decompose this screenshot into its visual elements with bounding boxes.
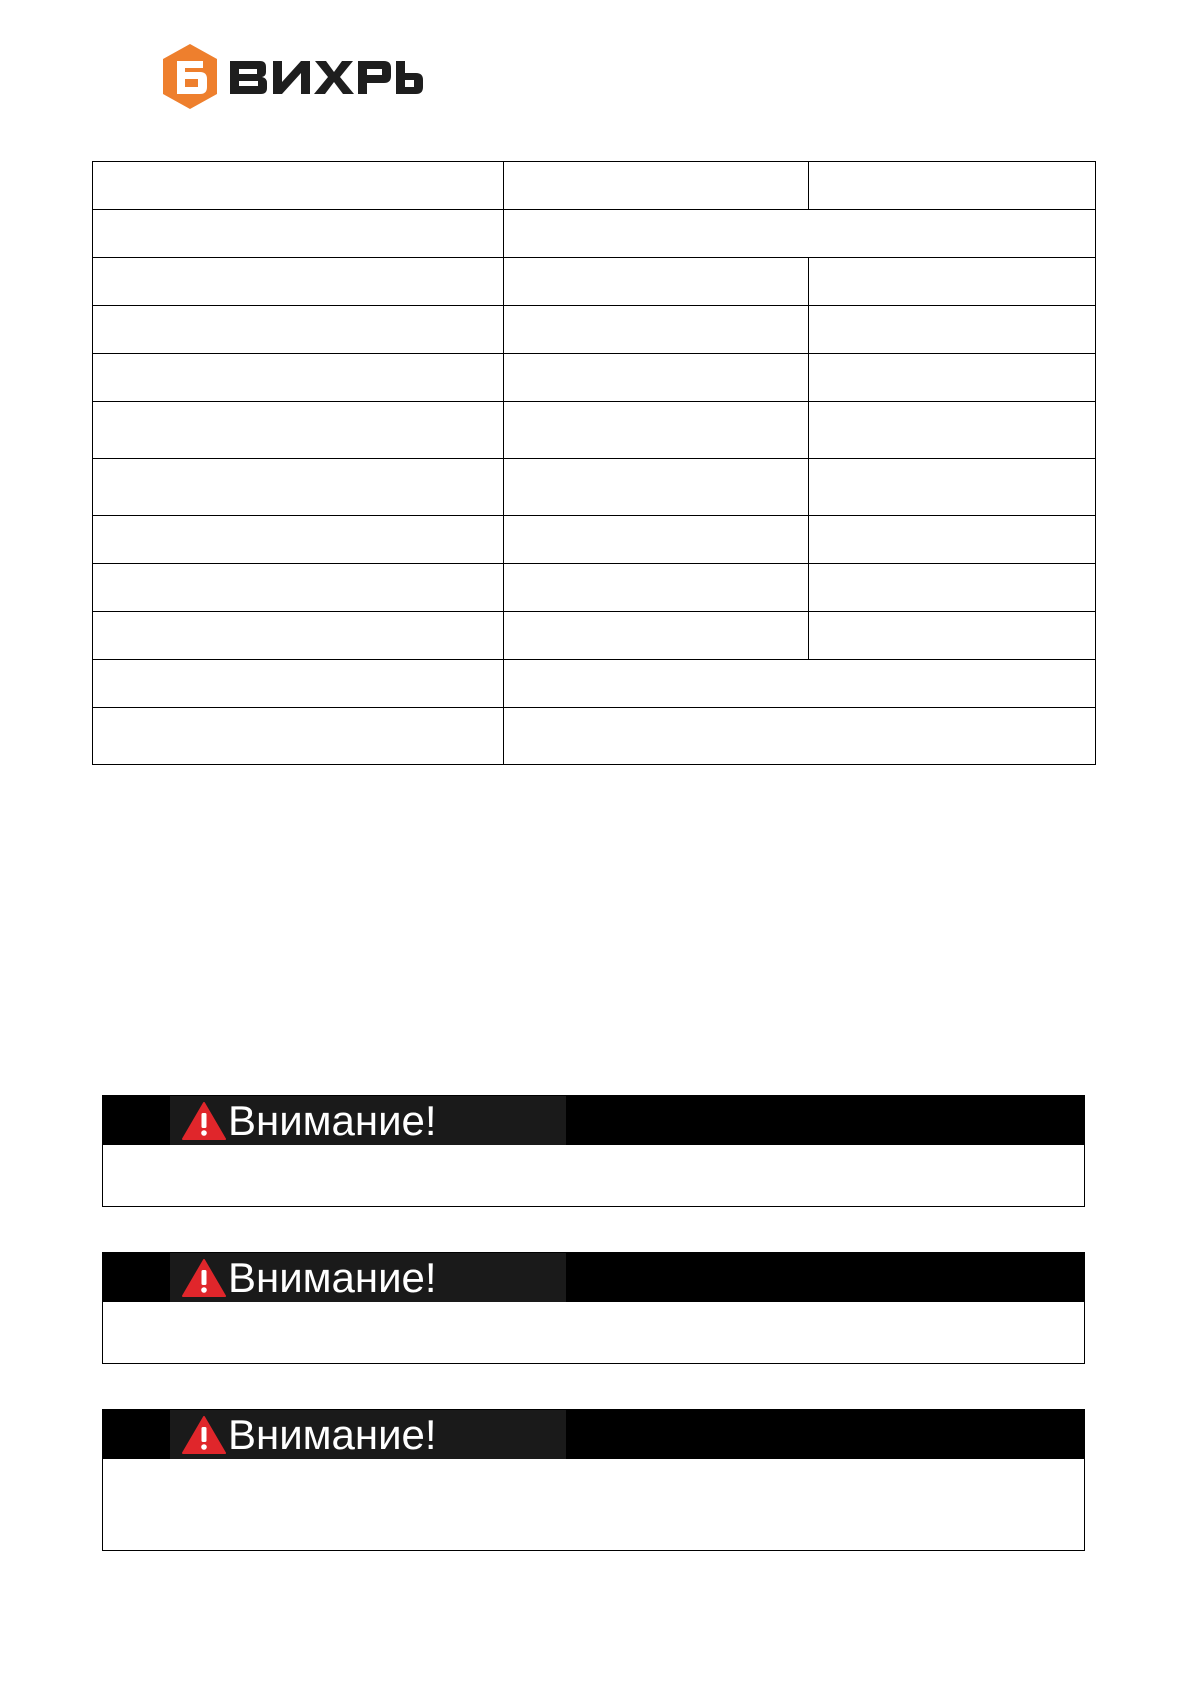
- table-cell: [809, 612, 1096, 660]
- warning-label: [170, 1253, 566, 1302]
- table-cell: [93, 660, 504, 708]
- table-cell: [809, 354, 1096, 402]
- table-cell: [93, 402, 504, 459]
- warning-header: [103, 1096, 1084, 1145]
- table-cell: [504, 402, 809, 459]
- table-cell: [504, 564, 809, 612]
- warning-triangle-icon: [182, 1258, 226, 1298]
- warning-title: Внимание!: [228, 1411, 437, 1458]
- warning-triangle-icon: [182, 1101, 226, 1141]
- table-cell: [93, 354, 504, 402]
- warning-text: [103, 1145, 1084, 1161]
- table-cell: [93, 612, 504, 660]
- table-cell: [504, 354, 809, 402]
- warning-header: [103, 1410, 1084, 1459]
- table-cell: [93, 258, 504, 306]
- table-cell: [504, 162, 809, 210]
- table-cell: [809, 258, 1096, 306]
- table-cell: [504, 459, 809, 516]
- table-cell: [504, 306, 809, 354]
- table-cell: [504, 612, 809, 660]
- warning-label: [170, 1410, 566, 1459]
- table-cell: [93, 210, 504, 258]
- warning-label: [170, 1096, 566, 1145]
- table-row: [93, 210, 1096, 258]
- table-cell: [809, 306, 1096, 354]
- table-cell: [504, 258, 809, 306]
- table-cell: [93, 459, 504, 516]
- vihr-logo-icon: [162, 44, 424, 110]
- table-row: [93, 258, 1096, 306]
- warning-box: [102, 1409, 1085, 1551]
- warning-title: Внимание!: [228, 1097, 437, 1144]
- table-cell: [93, 306, 504, 354]
- table-row: [93, 306, 1096, 354]
- table-cell: [504, 516, 809, 564]
- table-cell: [93, 564, 504, 612]
- table-cell: [504, 210, 1096, 258]
- warning-box: [102, 1252, 1085, 1364]
- table-cell: [809, 459, 1096, 516]
- spec-table: [92, 161, 1096, 765]
- table-cell: [504, 708, 1096, 765]
- warning-box: [102, 1095, 1085, 1207]
- table-row: [93, 162, 1096, 210]
- table-row: [93, 516, 1096, 564]
- warning-text: [103, 1459, 1084, 1475]
- brand-logo: [162, 44, 424, 110]
- warning-title: Внимание!: [228, 1254, 437, 1301]
- warning-triangle-icon: [182, 1415, 226, 1455]
- table-cell: [809, 402, 1096, 459]
- warning-header: [103, 1253, 1084, 1302]
- table-row: [93, 459, 1096, 516]
- table-row: [93, 708, 1096, 765]
- table-row: [93, 612, 1096, 660]
- table-cell: [809, 516, 1096, 564]
- warning-text: [103, 1302, 1084, 1318]
- table-cell: [93, 516, 504, 564]
- table-cell: [809, 162, 1096, 210]
- table-cell: [93, 162, 504, 210]
- table-row: [93, 354, 1096, 402]
- table-row: [93, 402, 1096, 459]
- table-row: [93, 564, 1096, 612]
- table-cell: [504, 660, 1096, 708]
- table-cell: [93, 708, 504, 765]
- table-cell: [809, 564, 1096, 612]
- table-row: [93, 660, 1096, 708]
